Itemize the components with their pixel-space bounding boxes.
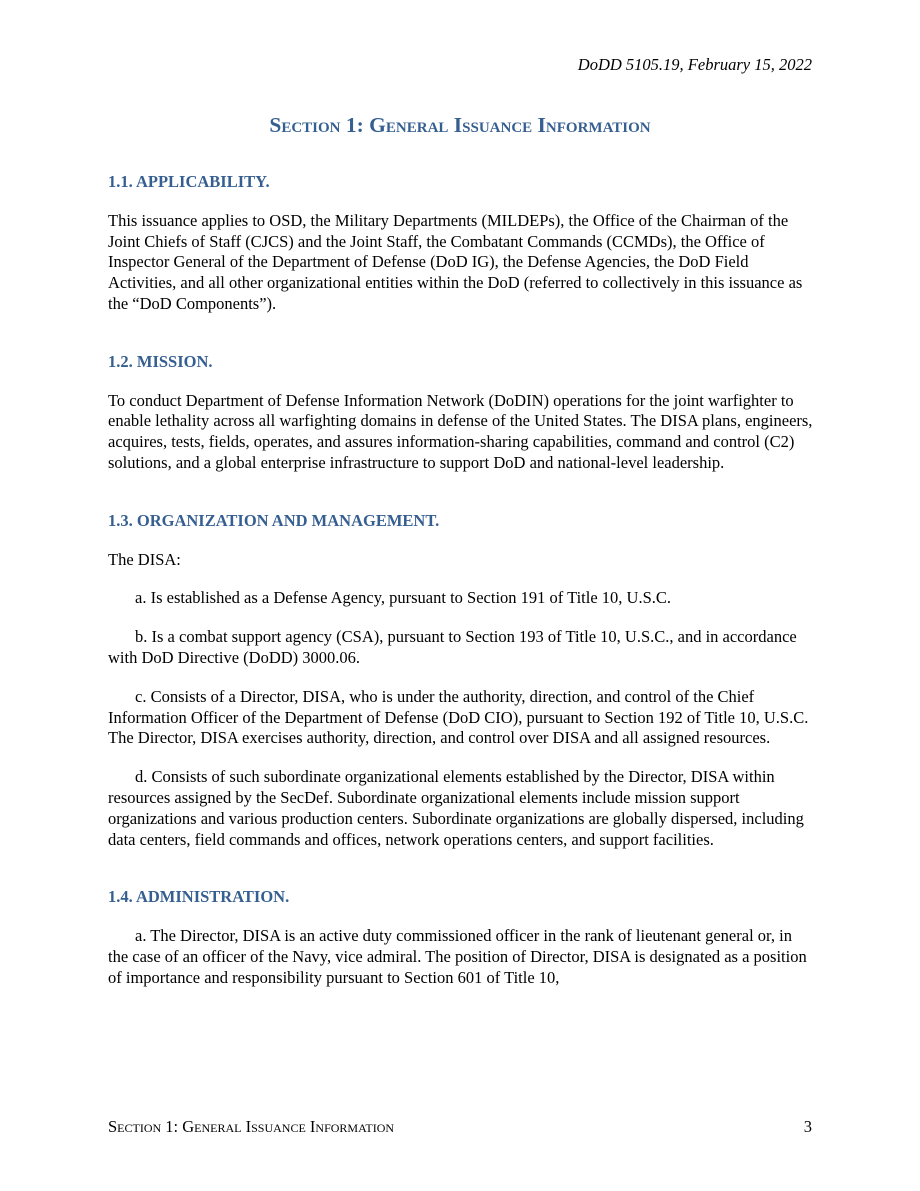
paragraph-organization-b: b. Is a combat support agency (CSA), pursuant to Section 193 of Title 10, U.S.C., and in accordance with DoD Directive (DoDD) 3000.06. xyxy=(108,627,797,667)
paragraph-mission: To conduct Department of Defense Information Network (DoDIN) operations for the joint warfighter to enable lethality across all warfighting domains in defense of the United States. The DISA plans, engineers, acquires, tests, fields, operates, and assures information-sharing capabilities, command and control (C2) solutions, and a global enterprise infrastructure to support DoD and national-level leadership. xyxy=(108,390,813,472)
paragraph-organization-a: a. Is established as a Defense Agency, pursuant to Section 191 of Title 10, U.S.C. xyxy=(135,588,672,608)
paragraph-organization-intro: The DISA: xyxy=(108,549,181,569)
heading-organization: 1.3. ORGANIZATION AND MANAGEMENT. xyxy=(108,510,440,530)
heading-administration: 1.4. ADMINISTRATION. xyxy=(108,887,290,907)
footer-section-label: Section 1: General Issuance Information xyxy=(108,1117,395,1136)
section-title: Section 1: General Issuance Information xyxy=(269,113,651,137)
paragraph-organization-d: d. Consists of such subordinate organizational elements established by the Director, DISA within resources assigned by the SecDef. Subordinate organizational elements include mission support organizations and various production centers. Subordinate organizations are globally dispersed, including data centers, field commands and offices, network operations centers, and support facilities. xyxy=(108,767,804,849)
page-number: 3 xyxy=(803,1117,812,1136)
heading-applicability: 1.1. APPLICABILITY. xyxy=(108,172,270,191)
paragraph-applicability: This issuance applies to OSD, the Military Departments (MILDEPs), the Office of the Chairman of the Joint Chiefs of Staff (CJCS) and the Joint Staff, the Combatant Commands (CCMDs), the Office of Inspector General of the Department of Defense (DoD IG), the Defense Agencies, the DoD Field Activities, and all other organizational entities within the DoD (referred to collectively in this issuance as the “DoD Components”). xyxy=(108,210,803,313)
document-body xyxy=(108,172,814,1007)
paragraph-organization-c: c. Consists of a Director, DISA, who is under the authority, direction, and control of the Chief Information Officer of the Department of Defense (DoD CIO), pursuant to Section 192 of Title 10, U.S.C. The Director, DISA exercises authority, direction, and control over DISA and all assigned resources. xyxy=(108,686,809,748)
heading-mission: 1.2. MISSION. xyxy=(108,351,213,371)
document-reference-header: DoDD 5105.19, February 15, 2022 xyxy=(577,55,812,74)
paragraph-administration-a: a. The Director, DISA is an active duty commissioned officer in the rank of lieutenant general or, in the case of an officer of the Navy, vice admiral. The position of Director, DISA is designated as a position of importance and responsibility pursuant to Section 601 of Title 10, xyxy=(108,926,807,987)
